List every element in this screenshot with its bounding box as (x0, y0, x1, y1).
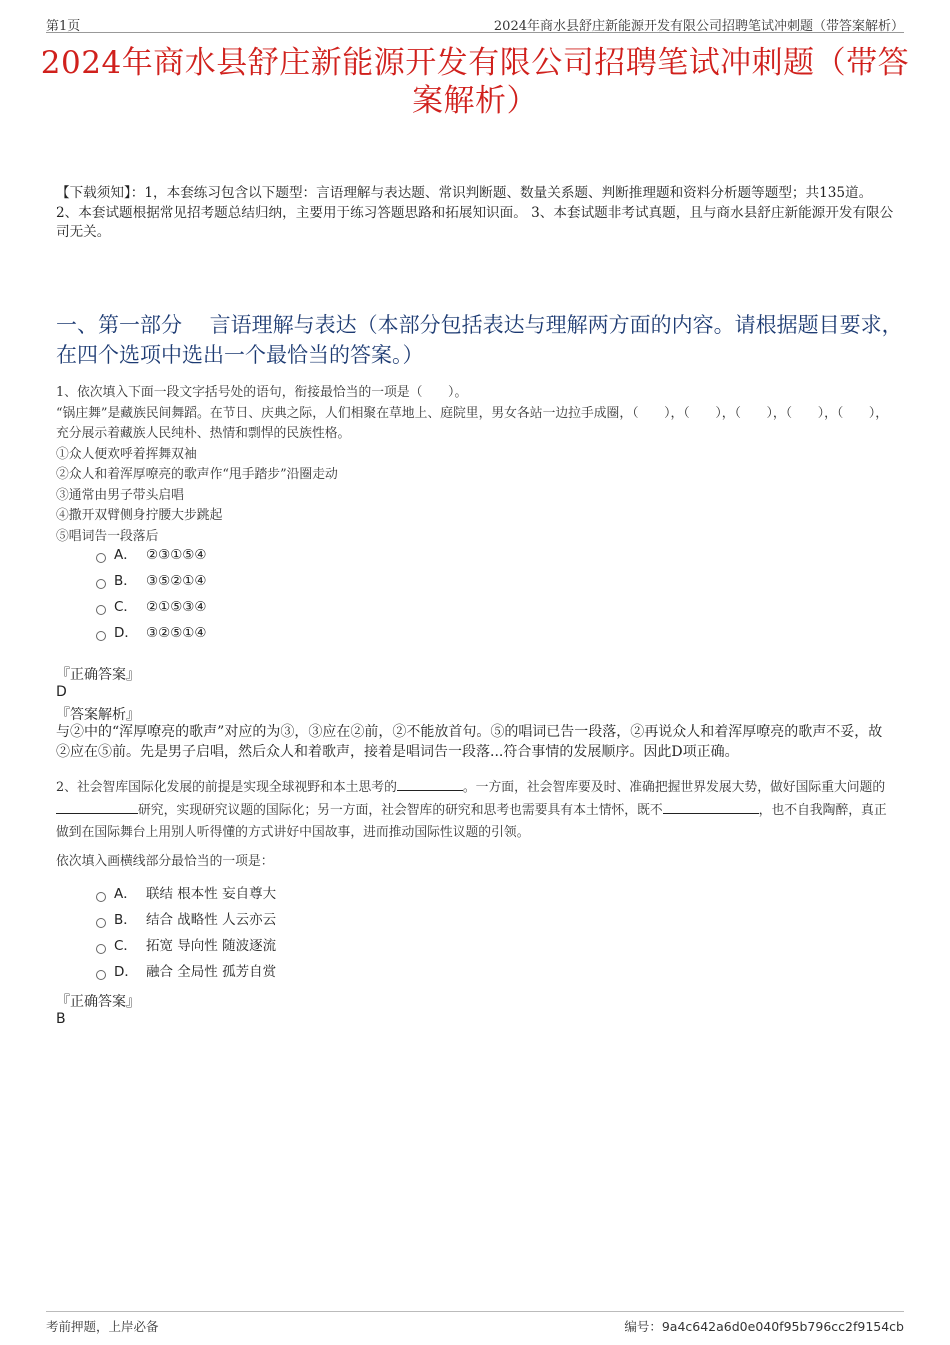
option-text: 联结 根本性 妄自尊大 (146, 886, 277, 902)
question-2 (56, 776, 898, 844)
option-letter: A． (114, 886, 137, 902)
question-1-answer: D (56, 684, 67, 700)
question-1-analysis: 与②中的“浑厚嘹亮的歌声”对应的为③，③应在②前，②不能放首句。⑤的唱词已告一段落，②再说众人和着浑厚嘹亮的歌声不妥，故②应在⑤前。先是男子启唱，然后众人和着歌声，接着是唱词告一段落...符合事情的发展顺序。因此D项正确。 (56, 724, 883, 760)
radio-button[interactable] (96, 892, 106, 902)
option-text: ③⑤②①④ (146, 573, 207, 589)
option-letter: B． (114, 573, 137, 589)
fill-blank-1[interactable] (397, 776, 463, 791)
option-letter: C． (114, 599, 137, 615)
question-1 (56, 383, 898, 547)
question-1-item: ④撒开双臂侧身拧腰大步跳起 (56, 508, 223, 523)
section-heading: 一、第一部分 言语理解与表达（本部分包括表达与理解两方面的内容。请根据题目要求，在四个选项中选出一个最恰当的答案。） (56, 313, 903, 367)
question-1-passage: “锅庄舞”是藏族民间舞蹈。在节日、庆典之际，人们相聚在草地上、庭院里，男女各站一边拉手成圈，（ ），（ ），（ ），（ ），（ ），充分展示着藏族人民纯朴、热情和剽悍的民族性格。 (56, 405, 889, 441)
page-title: 2024年商水县舒庄新能源开发有限公司招聘笔试冲刺题（带答案解析） (40, 45, 910, 119)
question-2-text: ，也不自我陶醉，真正做到在国际舞台上用别人听得懂的方式讲好中国故事，进而推动国际性议题的引领。 (56, 803, 887, 840)
header-page-number: 第1页 (46, 19, 81, 34)
option-text: ③②⑤①④ (146, 625, 207, 641)
option-text: 融合 全局性 孤芳自赏 (146, 964, 277, 980)
option-letter: B． (114, 912, 137, 928)
option-letter: A． (114, 547, 137, 563)
radio-button[interactable] (96, 631, 106, 641)
radio-button[interactable] (96, 970, 106, 980)
question-2-text: 2、社会智库国际化发展的前提是实现全球视野和本土思考的 (56, 780, 397, 795)
question-1-analysis-label: 『答案解析』 (56, 707, 140, 723)
question-1-item: ②众人和着浑厚嘹亮的歌声作“甩手踏步”沿圈走动 (56, 467, 338, 482)
question-1-item: ③通常由男子带头启唱 (56, 487, 184, 503)
question-2-answer: B (56, 1011, 66, 1027)
radio-button[interactable] (96, 918, 106, 928)
download-notice: 【下载须知】：1，本套练习包含以下题型：言语理解与表达题、常识判断题、数量关系题、判断推理题和资料分析题等题型；共135道。 2、本套试题根据常见招考题总结归纳，主要用于练习答题思路和拓展知识面。 3、本套试题非考试真题，且与商水县舒庄新能源开发有限公司无关。 (56, 185, 894, 240)
footer-code (624, 1317, 904, 1335)
question-1-answer-label: 『正确答案』 (56, 667, 140, 683)
option-letter: C． (114, 938, 137, 954)
footer-code-value: 9a4c642a6d0e040f95b796cc2f9154cb (661, 1319, 904, 1334)
option-text: ②③①⑤④ (146, 547, 207, 563)
radio-button[interactable] (96, 553, 106, 563)
radio-button[interactable] (96, 605, 106, 615)
footer-slogan: 考前押题，上岸必备 (46, 1319, 159, 1334)
option-text: ②①⑤③④ (146, 599, 207, 615)
question-2-answer-label: 『正确答案』 (56, 994, 140, 1010)
fill-blank-3[interactable] (663, 799, 759, 814)
option-letter: D． (114, 964, 138, 980)
question-1-item: ①众人便欢呼着挥舞双袖 (56, 446, 197, 462)
radio-button[interactable] (96, 579, 106, 589)
question-2-text: 研究，实现研究议题的国际化；另一方面，社会智库的研究和思考也需要具有本土情怀，既不 (138, 803, 663, 818)
option-text: 拓宽 导向性 随波逐流 (146, 938, 277, 954)
footer-code-label: 编号： (624, 1319, 662, 1334)
fill-blank-2[interactable] (56, 799, 138, 814)
question-2-text: 。一方面，社会智库要及时、准确把握世界发展大势，做好国际重大问题的 (462, 780, 886, 795)
option-text: 结合 战略性 人云亦云 (146, 912, 277, 928)
question-1-stem: 1、依次填入下面一段文字括号处的语句，衔接最恰当的一项是（ ）。 (56, 385, 468, 400)
page-header (46, 12, 904, 33)
question-1-item: ⑤唱词告一段落后 (56, 528, 159, 544)
page-footer (46, 1311, 904, 1334)
question-2-instruction: 依次填入画横线部分最恰当的一项是： (56, 854, 274, 869)
option-letter: D． (114, 625, 138, 641)
header-document-title: 2024年商水县舒庄新能源开发有限公司招聘笔试冲刺题（带答案解析） (493, 19, 904, 34)
radio-button[interactable] (96, 944, 106, 954)
